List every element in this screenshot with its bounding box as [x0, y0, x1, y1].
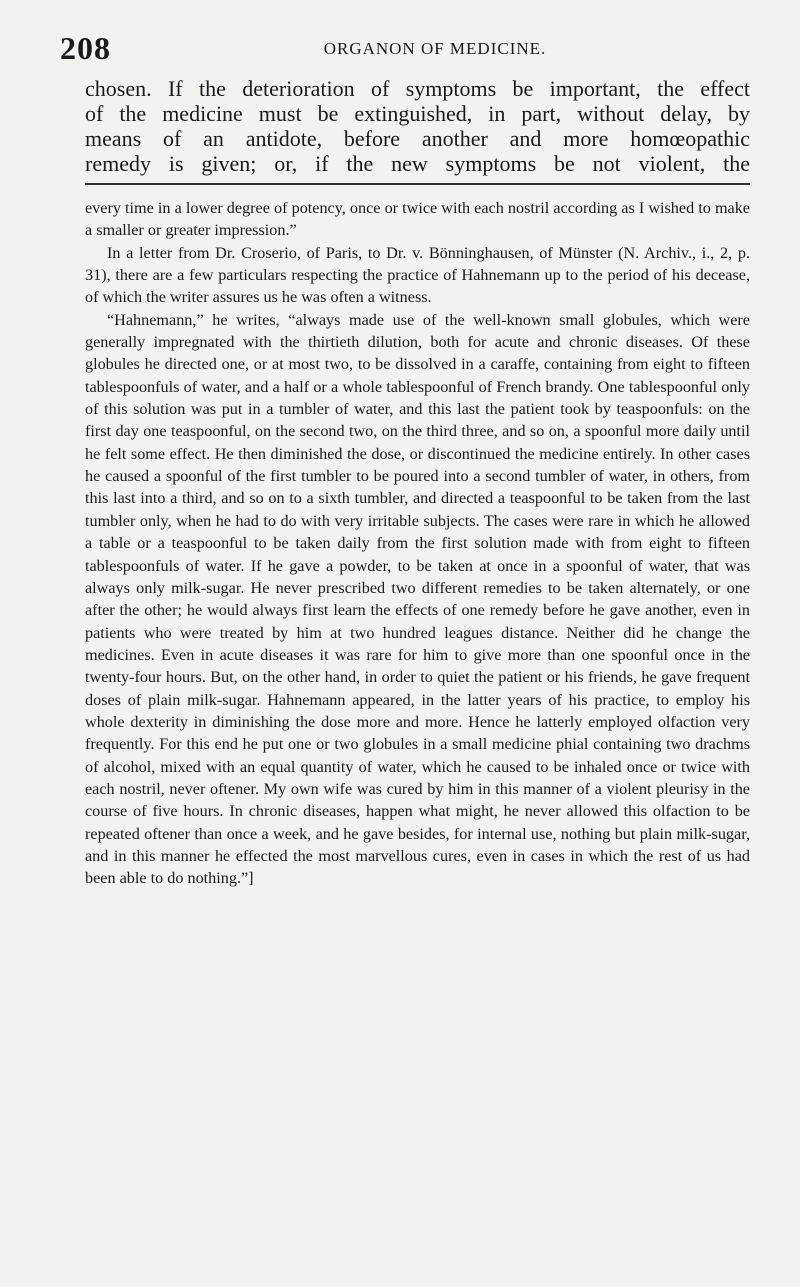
main-text-line: of the medicine must be extinguished, in part, without delay, by	[85, 101, 750, 126]
page-header	[60, 28, 750, 68]
page-number: 208	[60, 30, 111, 66]
footnote-paragraph: In a letter from Dr. Croserio, of Paris, to Dr. v. Bönninghausen, of Münster (N. Archiv., i., 2, p. 31), there are a few particulars respecting the practice of Hahnemann up to the period of his decease, of which the writer assures us he was often a witness.	[85, 243, 750, 307]
main-text-block	[85, 76, 750, 176]
main-text-line: means of an antidote, before another and more homœopathic	[85, 126, 750, 151]
footnote-block	[85, 197, 750, 890]
running-title: ORGANON OF MEDICINE.	[323, 39, 547, 58]
footnote-paragraph: “Hahnemann,” he writes, “always made use of the well-known small globules, which were generally impregnated with the thirtieth dilution, both for acute and chronic diseases. Of these globules he directed one, or at most two, to be dissolved in a caraffe, containing from eight to fifteen tablespoonfuls of water, and a half or a whole tablespoonful of French brandy. One tablespoonful only of this solution was put in a tumbler of water, and this last the patient took by teaspoonfuls: on the first day one teaspoonful, on the second two, on the third three, and so on, a spoonful more daily until he felt some effect. He then diminished the dose, or discontinued the medicine entirely. In other cases he caused a spoonful of the first tumbler to be poured into a second tumbler of water, in others, from this last into a third, and so on to a sixth tumbler, and directed a teaspoonful to be taken from the last tumbler only, when he had to do with very irritable subjects. The cases were rare in which he allowed a table or a teaspoonful to be taken daily from the first solution made with from eight to fifteen tablespoonfuls of water. If he gave a powder, to be taken at once in a spoonful of water, that was always only milk-sugar. He never prescribed two different remedies to be taken alternately, or one after the other; he would always first learn the effects of one remedy before he gave another, even in patients who were treated by him at two hundred leagues distance. Neither did he change the medicines. Even in acute diseases it was rare for him to give more than one spoonful once in the twenty-four hours. But, on the other hand, in order to quiet the patient or his friends, he gave frequent doses of plain milk-sugar. Hahnemann appeared, in the latter years of his practice, to employ his whole dexterity in diminishing the dose more and more. Hence he latterly employed olfaction very frequently. For this end he put one or two globules in a small medicine phial containing two drachms of alcohol, mixed with an equal quantity of water, which he caused to be inhaled once or twice with each nostril, never oftener. My own wife was cured by him in this manner of a violent pleurisy in the course of five hours. In chronic diseases, happen what might, he never allowed this olfaction to be repeated oftener than once a week, and he gave besides, for internal use, nothing but plain milk-sugar, and in this manner he effected the most marvellous cures, even in cases in which the rest of us had been able to do nothing.”]	[85, 310, 750, 888]
footnote-paragraph: every time in a lower degree of potency, once or twice with each nostril according as I wished to make a smaller or greater impression.”	[85, 199, 750, 240]
footnote-divider	[85, 183, 750, 185]
main-text-line: remedy is given; or, if the new symptoms be not violent, the	[85, 151, 750, 176]
main-text-line: chosen. If the deterioration of symptoms be important, the effect	[85, 76, 750, 101]
